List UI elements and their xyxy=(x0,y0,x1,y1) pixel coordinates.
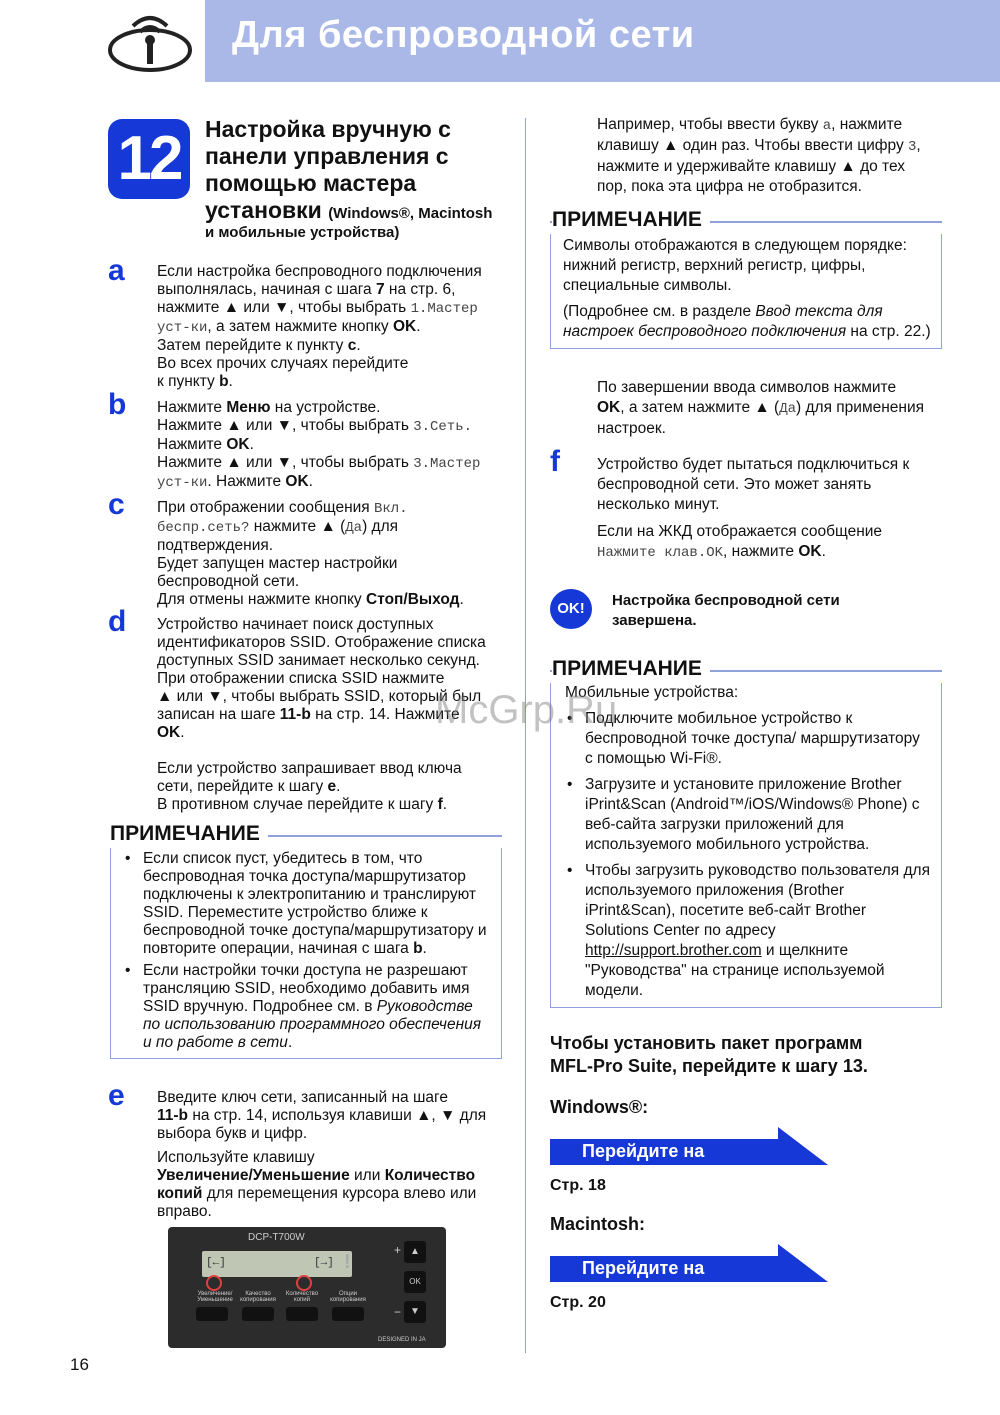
highlight-marker xyxy=(206,1275,222,1291)
step-letter-b: b xyxy=(108,388,127,421)
step-letter-e: e xyxy=(108,1079,125,1112)
up-button[interactable]: ▲ xyxy=(404,1241,426,1263)
highlight-marker xyxy=(296,1275,312,1291)
completion-message: Настройка беспроводной сети завершена. xyxy=(612,592,840,629)
panel-lcd: [←] [→] xyxy=(202,1251,352,1277)
step-letter-d: d xyxy=(108,605,127,638)
ok-button[interactable]: OK xyxy=(404,1271,426,1293)
macintosh-label: Macintosh: xyxy=(550,1214,646,1234)
note-3-item: • Загрузите и установите приложение Brother iPrint&Scan (Android™/iOS/Windows® Phone) с веб-сайта загрузки приложений для используемого мобильного устройства. xyxy=(565,775,931,855)
after-note-2-text: По завершении ввода символов нажмите OK, а затем нажмите ▲ (Да) для применения настроек. xyxy=(597,379,925,437)
section-c-text: При отображении сообщения Вкл. беспр.сеть? нажмите ▲ (Да) для подтверждения. Будет запущен мастер настройки беспроводной сети. Для отмены нажмите кнопку Стоп/Выход. xyxy=(157,499,464,608)
step-letter-f: f xyxy=(550,445,560,478)
note-1-heading: ПРИМЕЧАНИЕ xyxy=(110,822,268,846)
windows-label: Windows®: xyxy=(550,1097,649,1117)
right-top-text: Например, чтобы ввести букву a, нажмите клавишу ▲ один раз. Чтобы ввести цифру 3, нажмите и удерживайте клавишу ▲ до тех пор, пока эта цифра не отобразится. xyxy=(597,116,921,195)
section-d-text: Устройство начинает поиск доступных идентификаторов SSID. Отображение списка доступных SSID занимает несколько секунд. При отображении списка SSID нажмите ▲ или ▼, чтобы выбрать SSID, который был записан на шаге 11-b на стр. 14. Нажмите OK. Если устройство запрашивает ввод ключа сети, перейдите к шагу e. В противном случае перейдите к шагу f. xyxy=(157,616,486,813)
note-1-item: • Если настройки точки доступа не разрешают трансляцию SSID, необходимо добавить имя SSID вручную. Подробнее см. в Руководстве по использованию программного обеспечения и по работе в сети. xyxy=(123,962,493,1052)
note-3-intro: Мобильные устройства: xyxy=(565,684,739,701)
copy-options-button[interactable] xyxy=(332,1307,364,1321)
section-f-text: Устройство будет пытаться подключиться к беспроводной сети. Это может занять несколько минут. Если на ЖКД отображается сообщение Нажмите клав.OK, нажмите OK. xyxy=(597,456,910,561)
copies-button[interactable] xyxy=(286,1307,318,1321)
watermark: McGrp.Ru xyxy=(435,688,618,732)
control-panel-image: DCP-T700W [←] [→] ! Увеличение/ Уменьшение Качество копирования Количество копий Опции копирования + ▲ OK − ▼ DESIGNED IN JA xyxy=(168,1227,446,1348)
page-title: Для беспроводной сети xyxy=(232,14,695,56)
step-title: Настройка вручную с панели управления с помощью мастера установки (Windows®, Macintosh xyxy=(205,116,493,223)
note-3-heading: ПРИМЕЧАНИЕ xyxy=(552,657,710,681)
ok-complete-icon: OK! xyxy=(550,589,592,629)
note-2-p2: (Подробнее см. в разделе Ввод текста для настроек беспроводного подключения на стр. 22.) xyxy=(563,303,931,340)
column-divider xyxy=(525,118,526,1353)
section-b-text: Нажмите Меню на устройстве. Нажмите ▲ или ▼, чтобы выбрать 3.Сеть. Нажмите OK. Нажмите ▲ или ▼, чтобы выбрать 3.Мастер уст-ки. Нажмите OK. xyxy=(157,399,481,491)
go-to-page-18-button[interactable]: Перейдите на xyxy=(550,1127,830,1165)
note-1 xyxy=(110,822,502,1059)
page-18-label: Стр. 18 xyxy=(550,1177,606,1194)
step-letter-a: a xyxy=(108,254,125,287)
panel-model: DCP-T700W xyxy=(248,1232,305,1243)
wireless-logo-icon xyxy=(105,10,195,76)
quality-button[interactable] xyxy=(242,1307,274,1321)
section-a-text: Если настройка беспроводного подключения выполнялась, начиная с шага 7 на стр. 6, нажмите ▲ или ▼, чтобы выбрать 1.Мастер уст-ки, а затем нажмите кнопку OK. Затем перейдите к пункту c. Во всех прочих случаях перейдите к пункту b. xyxy=(157,263,482,390)
zoom-button[interactable] xyxy=(196,1307,228,1321)
step-number-badge: 12 xyxy=(108,119,190,199)
step-subtitle: и мобильные устройства) xyxy=(205,224,400,241)
note-1-item: • Если список пуст, убедитесь в том, что беспроводная точка доступа/маршрутизатор подключены к электропитанию и транслируют SSID. Переместите устройство ближе к беспроводной точке доступа/маршрутизатору и повторите операции, начиная с шага b. xyxy=(123,850,493,958)
step-letter-c: c xyxy=(108,488,125,521)
warning-icon: ! xyxy=(344,1251,351,1273)
section-e-text: Введите ключ сети, записанный на шаге 11-b на стр. 14, используя клавиши ▲, ▼ для выбора букв и цифр. Используйте клавишу Увеличение/Уменьшение или Количество копий для перемещения курсора влево или вправо. xyxy=(157,1089,487,1220)
page-number: 16 xyxy=(70,1355,89,1374)
go-to-page-20-button[interactable]: Перейдите на xyxy=(550,1244,830,1282)
page-20-label: Стр. 20 xyxy=(550,1294,606,1311)
support-link[interactable]: http://support.brother.com xyxy=(585,942,762,959)
down-button[interactable]: ▼ xyxy=(404,1301,426,1323)
note-2 xyxy=(550,208,942,349)
note-2-p1: Символы отображаются в следующем порядке: нижний регистр, верхний регистр, цифры, специальные символы. xyxy=(563,237,907,294)
install-instructions: Чтобы установить пакет программ MFL-Pro Suite, перейдите к шагу 13. xyxy=(550,1033,868,1076)
note-3-item: • Чтобы загрузить руководство пользователя для используемого приложения (Brother iPrint&Scan), посетите веб-сайт Brother Solutions Center по адресу http://support.brother.com и щелкните "Руководства" на странице используемой модели. xyxy=(565,861,931,1001)
note-3-item: • Подключите мобильное устройство к беспроводной точке доступа/ маршрутизатору с помощью Wi-Fi®. xyxy=(565,709,931,769)
note-2-heading: ПРИМЕЧАНИЕ xyxy=(552,208,710,232)
